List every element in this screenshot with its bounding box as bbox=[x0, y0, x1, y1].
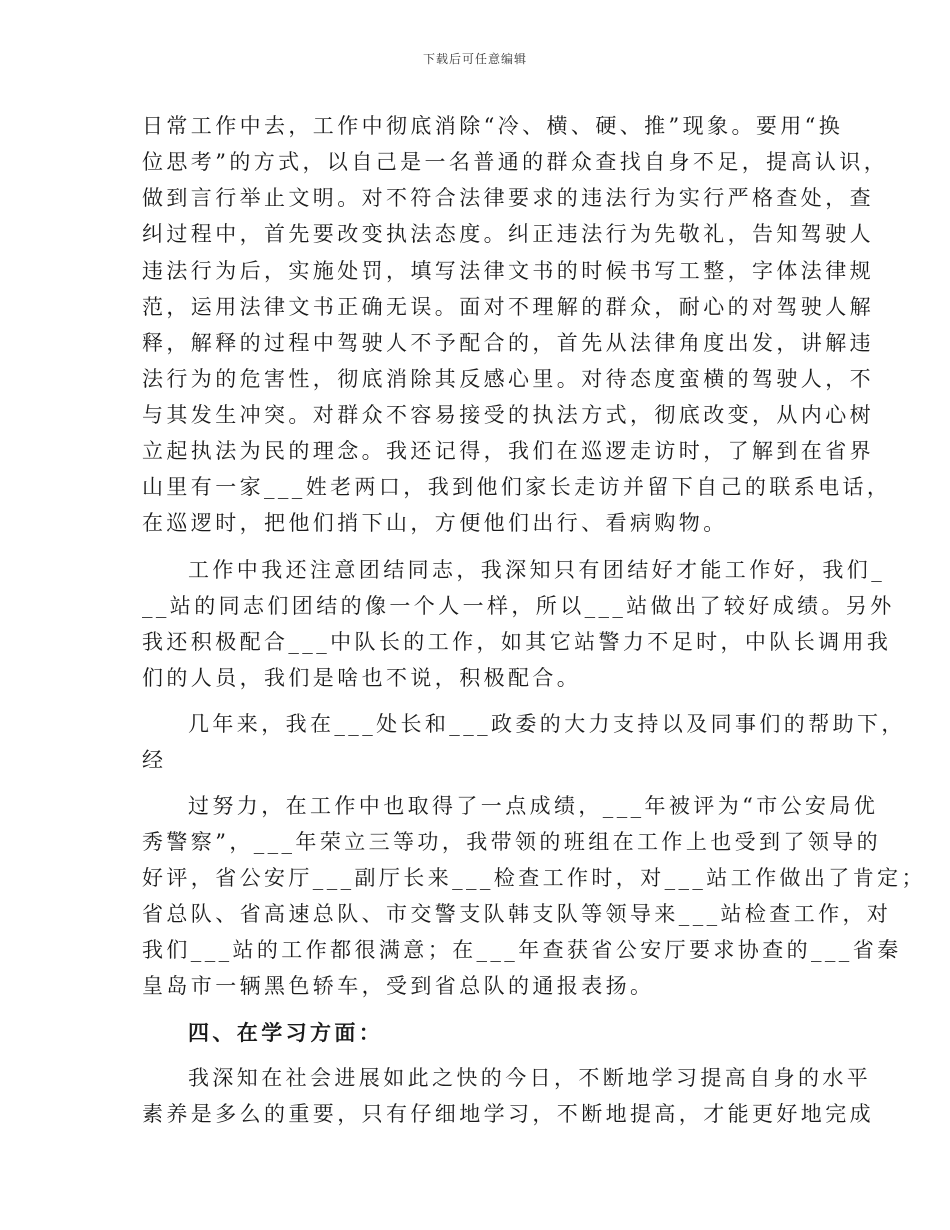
text-line: 日常工作中去，工作中彻底消除“冷、横、硬、推”现象。要用“换 bbox=[142, 114, 844, 138]
text-line: 们的人员，我们是啥也不说，积极配合。 bbox=[142, 666, 582, 690]
section-heading: 四、在学习方面： bbox=[188, 1020, 384, 1045]
text-line: __站的同志们团结的像一个人一样，所以___站做出了较好成绩。另外 bbox=[142, 594, 895, 618]
text-line: 做到言行举止文明。对不符合法律要求的违法行为实行严格查处，查 bbox=[142, 186, 874, 210]
text-line: 我深知在社会进展如此之快的今日，不断地学习提高自身的水平 bbox=[188, 1066, 872, 1090]
text-line: 几年来，我在___处长和___政委的大力支持以及同事们的帮助下， bbox=[188, 712, 906, 736]
text-line: 违法行为后，实施处罚，填写法律文书的时候书写工整，字体法律规 bbox=[142, 259, 874, 283]
text-line: 纠过程中，首先要改变执法态度。纠正违法行为先敬礼，告知驾驶人 bbox=[142, 222, 874, 246]
text-line: 秀警察”，___年荣立三等功，我带领的班组在工作上也受到了领导的 bbox=[142, 830, 882, 854]
text-line: 在巡逻时，把他们捎下山，方便他们出行、看病购物。 bbox=[142, 511, 728, 535]
text-line: 我们___站的工作都很满意；在___年查获省公安厅要求协查的___省秦 bbox=[142, 938, 902, 962]
text-line: 释，解释的过程中驾驶人不予配合的，首先从法律角度出发，讲解违 bbox=[142, 331, 874, 355]
text-line: 好评，省公安厅___副厅长来___检查工作时，对___站工作做出了肯定； bbox=[142, 866, 926, 890]
text-line: 法行为的危害性，彻底消除其反感心里。对待态度蛮横的驾驶人，不 bbox=[142, 367, 874, 391]
text-line: 经 bbox=[142, 748, 167, 772]
text-line: 立起执法为民的理念。我还记得，我们在巡逻走访时，了解到在省界 bbox=[142, 439, 874, 463]
text-line: 过努力，在工作中也取得了一点成绩，___年被评为“市公安局优 bbox=[188, 794, 879, 818]
text-line: 与其发生冲突。对群众不容易接受的执法方式，彻底改变，从内心树 bbox=[142, 403, 874, 427]
text-line: 范，运用法律文书正确无误。面对不理解的群众，耐心的对驾驶人解 bbox=[142, 295, 874, 319]
text-line: 山里有一家___姓老两口，我到他们家长走访并留下自己的联系电话， bbox=[142, 475, 892, 499]
text-line: 我还积极配合___中队长的工作，如其它站警力不足时，中队长调用我 bbox=[142, 630, 892, 654]
text-line: 位思考”的方式，以自己是一名普通的群众查找自身不足，提高认识， bbox=[142, 150, 889, 174]
text-line: 素养是多么的重要，只有仔细地学习，不断地提高，才能更好地完成 bbox=[142, 1102, 874, 1126]
text-line: 皇岛市一辆黑色轿车，受到省总队的通报表扬。 bbox=[142, 974, 655, 998]
page-header-note: 下载后可任意编辑 bbox=[422, 52, 527, 66]
text-line: 工作中我还注意团结同志，我深知只有团结好才能工作好，我们_ bbox=[188, 558, 886, 582]
text-line: 省总队、省高速总队、市交警支队韩支队等领导来___站检查工作，对 bbox=[142, 902, 892, 926]
